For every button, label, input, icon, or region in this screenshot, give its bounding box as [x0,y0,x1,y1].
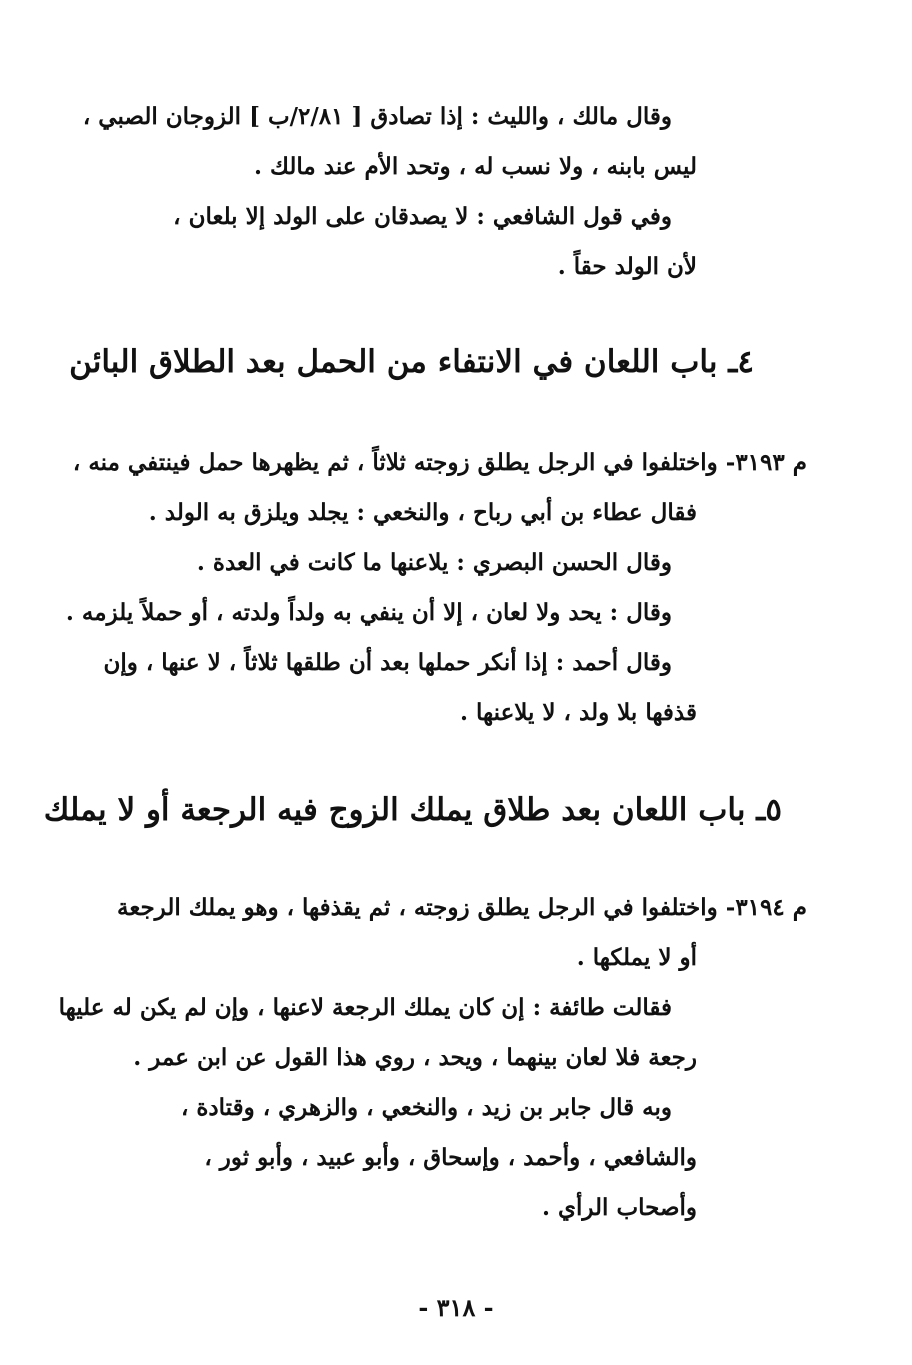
section-4-line: قذفها بلا ولد ، لا يلاعنها . [460,699,697,726]
section-4-line: م ٣١٩٣- واختلفوا في الرجل يطلق زوجته ثلاثاً ، ثم يظهرها حمل فينتفي منه ، [72,449,807,476]
intro-line: ليس بابنه ، ولا نسب له ، وتحد الأم عند مالك . [254,153,697,180]
intro-line: وقال مالك ، والليث : إذا تصادق [ ٢/٨١/ب ] الزوجان الصبي ، [82,103,672,130]
section-5-line: وأصحاب الرأي . [541,1194,697,1221]
page-number: - ٣١٨ - [418,1293,494,1322]
section-5-line: رجعة فلا لعان بينهما ، ويحد ، روي هذا القول عن ابن عمر . [133,1044,697,1071]
section-5-line: والشافعي ، وأحمد ، وإسحاق ، وأبو عبيد ، وأبو ثور ، [204,1144,697,1171]
section-5-line: وبه قال جابر بن زيد ، والنخعي ، والزهري ، وقتادة ، [180,1094,672,1121]
section-4-heading: ٤ـ باب اللعان في الانتفاء من الحمل بعد الطلاق البائن [69,344,754,380]
intro-line: وفي قول الشافعي : لا يصدقان على الولد إلا بلعان ، [173,203,672,230]
section-5-heading: ٥ـ باب اللعان بعد طلاق يملك الزوج فيه الرجعة أو لا يملك [43,792,782,828]
section-4-line: وقال أحمد : إذا أنكر حملها بعد أن طلقها ثلاثاً ، لا عنها ، وإن [103,649,672,676]
intro-line: لأن الولد حقاً . [557,253,697,280]
section-4-line: فقال عطاء بن أبي رباح ، والنخعي : يجلد ويلزق به الولد . [148,499,697,526]
section-5-line: فقالت طائفة : إن كان يملك الرجعة لاعنها ، وإن لم يكن له عليها [58,994,672,1021]
section-5-line: أو لا يملكها . [576,944,697,971]
section-4-line: وقال : يحد ولا لعان ، إلا أن ينفي به ولداً ولدته ، أو حملاً يلزمه . [65,599,672,626]
section-5-line: م ٣١٩٤- واختلفوا في الرجل يطلق زوجته ، ثم يقذفها ، وهو يملك الرجعة [117,894,807,921]
section-4-line: وقال الحسن البصري : يلاعنها ما كانت في العدة . [196,549,672,576]
